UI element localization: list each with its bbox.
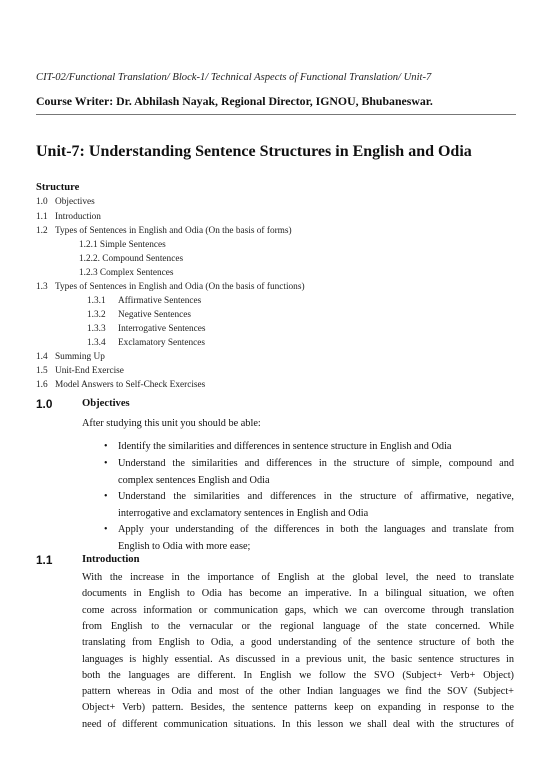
paragraph-line: Object+ Verb) pattern. Besides, the sentence patterns keep on expanding in response to the <box>82 702 514 714</box>
header-divider <box>36 114 516 115</box>
paragraph-line: translating from English to Odia, a good understanding of the sentence structure of both the <box>82 637 514 649</box>
objective-item-text: English to Odia with more ease; <box>118 541 251 552</box>
toc-item-number: 1.3.3 <box>87 324 106 334</box>
toc-item-label: Types of Sentences in English and Odia (On the basis of forms) <box>55 226 292 236</box>
objective-item-text: complex sentences English and Odia <box>118 475 270 486</box>
paragraph-line: both the languages are different. In English we follow the SVO (Subject+ Verb+ Object) <box>82 669 514 681</box>
toc-item-label: 1.2.3 Complex Sentences <box>79 268 174 278</box>
bullet-icon: • <box>104 458 108 469</box>
toc-item-label: Exclamatory Sentences <box>118 338 205 348</box>
toc-item-label: Types of Sentences in English and Odia (On the basis of functions) <box>55 282 305 292</box>
paragraph-line: from English to the vernacular or the regional language of the state concerned. While <box>82 620 514 632</box>
objective-item-text: Identify the similarities and differences in sentence structure in English and Odia <box>118 441 452 452</box>
bullet-icon: • <box>104 441 108 452</box>
bullet-icon: • <box>104 491 108 502</box>
bullet-icon: • <box>104 524 108 535</box>
toc-item-label: Objectives <box>55 197 95 207</box>
toc-item-label: Introduction <box>55 212 101 222</box>
toc-item-number: 1.2 <box>36 226 48 236</box>
toc-item-label: Model Answers to Self-Check Exercises <box>55 380 206 390</box>
toc-item-label: Unit-End Exercise <box>55 366 124 376</box>
toc-item-number: 1.3.1 <box>87 296 106 306</box>
section-title: Objectives <box>82 398 130 409</box>
section-number: 1.1 <box>36 553 53 567</box>
toc-item-number: 1.6 <box>36 380 48 390</box>
objective-item-text: Apply your understanding of the differences in both the languages and translate from <box>118 524 514 535</box>
toc-item-number: 1.1 <box>36 212 48 222</box>
unit-title: Unit-7: Understanding Sentence Structures in English and Odia <box>36 143 472 160</box>
objective-item-text: interrogative and exclamatory sentences in English and Odia <box>118 508 369 519</box>
toc-item-label: Interrogative Sentences <box>118 324 206 334</box>
toc-item-number: 1.4 <box>36 352 48 362</box>
course-path-header: CIT-02/Functional Translation/ Block-1/ Technical Aspects of Functional Translation/ Unit-7 <box>36 72 432 83</box>
structure-heading: Structure <box>36 182 80 193</box>
objective-item-text: Understand the similarities and differences in the structure of affirmative, negative, <box>118 491 514 502</box>
toc-item-number: 1.5 <box>36 366 48 376</box>
paragraph-line: languages is highly essential. As discussed in a previous unit, the basic sentence structures in <box>82 653 514 665</box>
toc-item-label: Affirmative Sentences <box>118 296 202 306</box>
paragraph-line: documents in English to Odia has become an imperative. In a bilingual situation, we often <box>82 588 514 600</box>
toc-item-number: 1.3.4 <box>87 338 106 348</box>
section-number: 1.0 <box>36 397 53 411</box>
section-title: Introduction <box>82 554 140 565</box>
paragraph-line: With the increase in the importance of English at the global level, the need to translate <box>82 572 514 583</box>
paragraph-line: pattern whereas in Odia and most of the other Indian languages we find the SOV (Subject+ <box>82 686 514 698</box>
objective-item-text: Understand the similarities and differences in the structure of simple, compound and <box>118 458 514 469</box>
paragraph-line: come across information or communication gaps, which we can overcome through translation <box>82 604 514 616</box>
toc-item-number: 1.0 <box>36 197 48 207</box>
toc-item-label: Summing Up <box>55 352 105 362</box>
toc-item-number: 1.3.2 <box>87 310 106 320</box>
toc-item-label: 1.2.2. Compound Sentences <box>79 254 184 264</box>
toc-item-label: 1.2.1 Simple Sentences <box>79 240 166 250</box>
course-writer: Course Writer: Dr. Abhilash Nayak, Regional Director, IGNOU, Bhubaneswar. <box>36 94 433 108</box>
toc-item-number: 1.3 <box>36 282 48 292</box>
toc-item-label: Negative Sentences <box>118 310 192 320</box>
section-intro-text: After studying this unit you should be able: <box>82 418 261 429</box>
paragraph-line: need of different communication situations. In this lesson we shall deal with the structures of <box>82 718 514 730</box>
